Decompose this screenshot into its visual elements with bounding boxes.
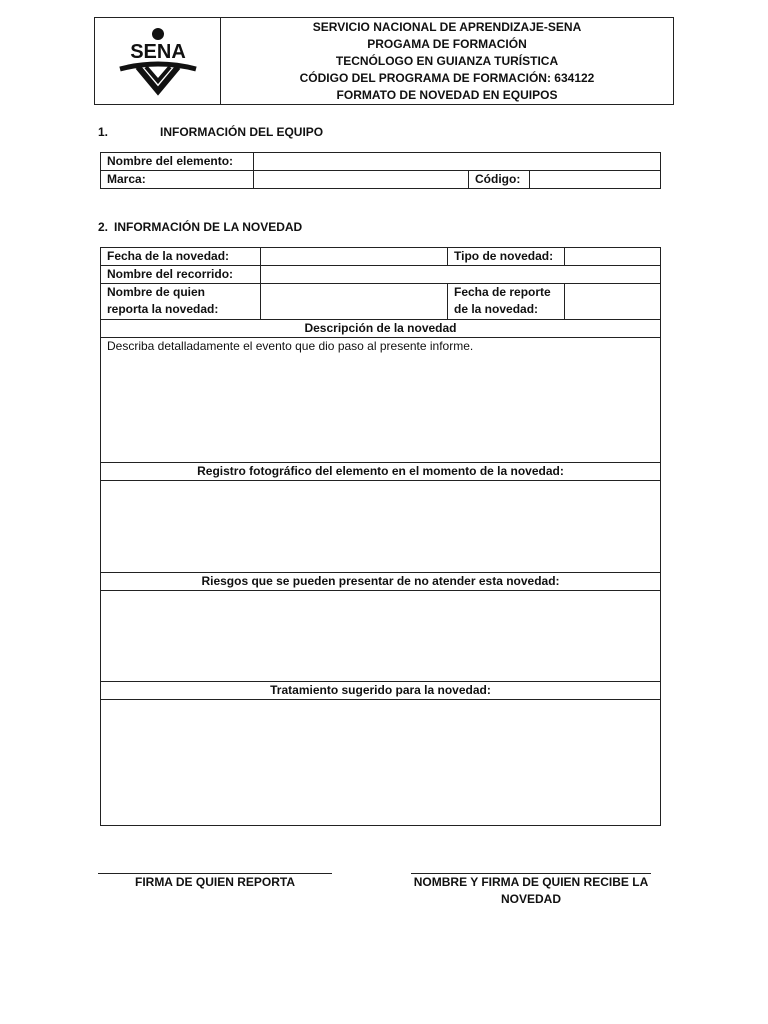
nombre-elemento-label: Nombre del elemento: [101, 153, 254, 171]
fecha-novedad-label: Fecha de la novedad: [101, 248, 261, 266]
section-2-title [98, 220, 302, 234]
novelty-table [100, 247, 661, 826]
nombre-reporta-field[interactable] [261, 284, 448, 320]
codigo-field[interactable] [530, 171, 661, 189]
fecha-reporte-label-line-1: Fecha de reporte [454, 285, 551, 299]
right-signature-label [411, 874, 651, 908]
right-signature-label-line-2: NOVEDAD [500, 892, 561, 906]
nombre-recorrido-field[interactable] [261, 266, 661, 284]
tipo-novedad-label: Tipo de novedad: [448, 248, 565, 266]
header-titles [221, 18, 673, 104]
descripcion-title: Descripción de la novedad [101, 320, 661, 338]
section-1-text: INFORMACIÓN DEL EQUIPO [160, 125, 324, 139]
logo-cell [95, 18, 221, 104]
sena-logo-icon [116, 25, 200, 97]
descripcion-hint: Describa detalladamente el evento que dio paso al presente informe. [107, 339, 474, 353]
fecha-reporte-label [448, 284, 565, 320]
header-line-3: TECNÓLOGO EN GUIANZA TURÍSTICA [335, 53, 559, 68]
equipment-table [100, 152, 661, 189]
header-line-2: PROGAMA DE FORMACIÓN [367, 36, 527, 51]
tratamiento-title: Tratamiento sugerido para la novedad: [101, 682, 661, 700]
nombre-recorrido-label: Nombre del recorrido: [101, 266, 261, 284]
nombre-reporta-label-line-2: reporta la novedad: [107, 302, 219, 316]
section-2-number: 2. [98, 220, 109, 234]
fecha-novedad-field[interactable] [261, 248, 448, 266]
marca-field[interactable] [254, 171, 469, 189]
registro-title: Registro fotográfico del elemento en el momento de la novedad: [101, 463, 661, 481]
svg-text:SENA: SENA [129, 41, 186, 63]
riesgos-title: Riesgos que se pueden presentar de no atender esta novedad: [101, 573, 661, 591]
codigo-label: Código: [469, 171, 530, 189]
left-signature-label: FIRMA DE QUIEN REPORTA [134, 875, 295, 889]
descripcion-field[interactable] [101, 338, 661, 463]
right-signature-label-line-1: NOMBRE Y FIRMA DE QUIEN RECIBE LA [413, 875, 649, 889]
header-line-5: FORMATO DE NOVEDAD EN EQUIPOS [336, 87, 558, 102]
registro-field[interactable] [101, 481, 661, 573]
tipo-novedad-field[interactable] [565, 248, 661, 266]
fecha-reporte-label-line-2: de la novedad: [454, 302, 539, 316]
header-line-4: CÓDIGO DEL PROGRAMA DE FORMACIÓN: 634122 [299, 70, 595, 85]
tratamiento-field[interactable] [101, 700, 661, 826]
fecha-reporte-field[interactable] [565, 284, 661, 320]
nombre-elemento-field[interactable] [254, 153, 661, 171]
section-2-text: INFORMACIÓN DE LA NOVEDAD [114, 220, 303, 234]
section-1-title [98, 125, 323, 139]
marca-label: Marca: [101, 171, 254, 189]
header-line-1: SERVICIO NACIONAL DE APRENDIZAJE-SENA [312, 19, 582, 34]
nombre-reporta-label-line-1: Nombre de quien [107, 285, 206, 299]
document-header [94, 17, 674, 105]
nombre-reporta-label [101, 284, 261, 320]
section-1-number: 1. [98, 125, 109, 139]
riesgos-field[interactable] [101, 591, 661, 682]
